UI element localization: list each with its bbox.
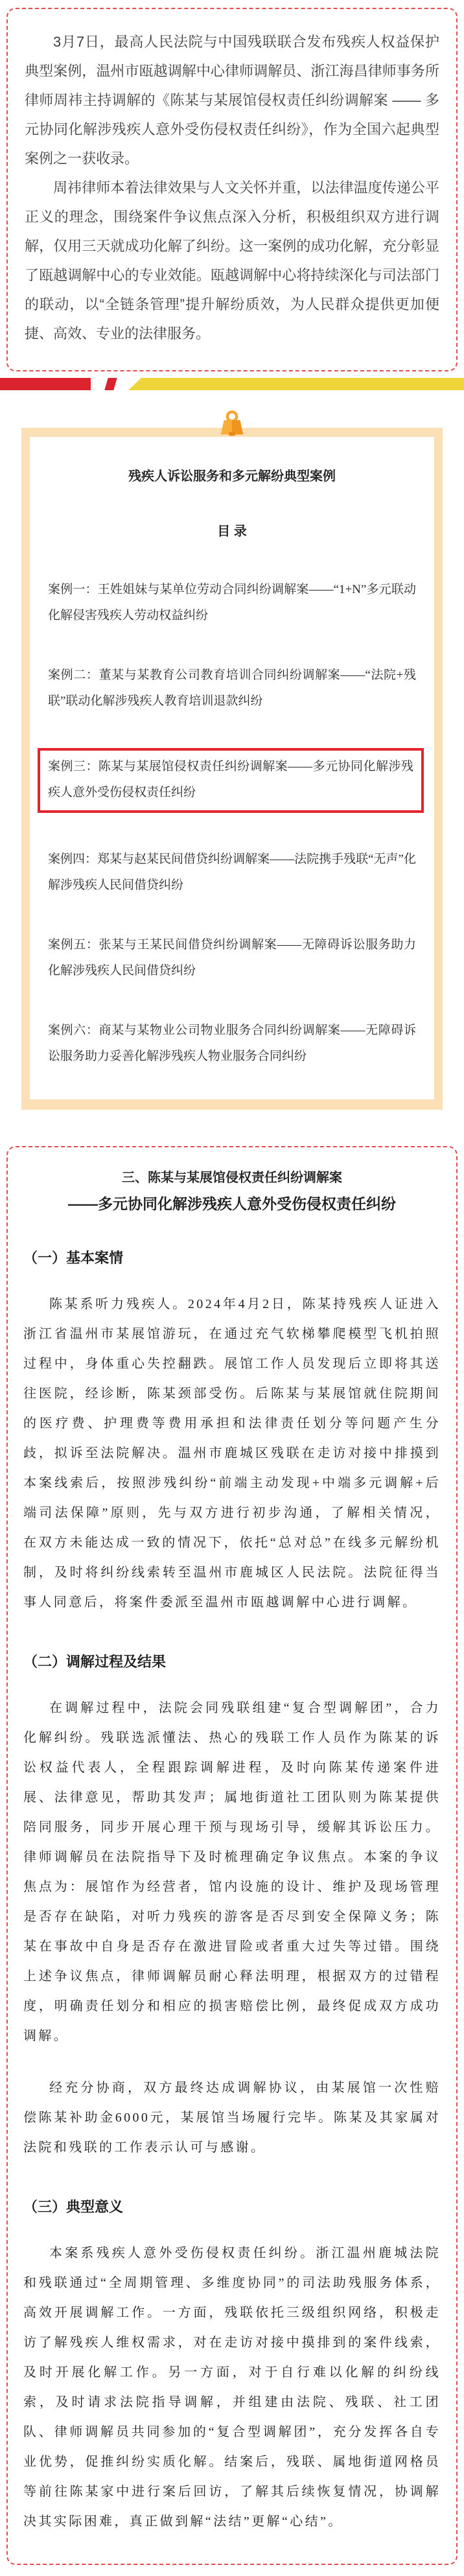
section-1-paragraph: 陈某系听力残疾人。2024年4月2日，陈某持残疾人证进入浙江省温州市某展馆游玩，在通过充气软梯攀爬模型飞机拍照过程中，身体重心失控翻跌。展馆工作人员发现后立即将其送往医院，经诊断，陈某颈部受伤。后陈某与某展馆就住院期间的医疗费、护理费等费用承担和法律责任划分等问题产生分歧，拟诉至法院解决。温州市鹿城区残联在走访对接中排摸到本案线索后，按照涉残纠纷“前端主动发现+中端多元调解+后端司法保障”原则，先与双方进行初步沟通，了解相关情况，在双方未能达成一致的情况下，依托“总对总”在线多元解纷机制，及时将纠纷线索转至温州市鹿城区人民法院。法院征得当事人同意后，将案件委派至温州市瓯越调解中心进行调解。 [23, 1297, 441, 1610]
toc-title: 残疾人诉讼服务和多元解纷典型案例 [128, 469, 336, 484]
section-2-paragraph: 经充分协商，双方最终达成调解协议，由某展馆一次性赔偿陈某补助金6000元，某展馆当场履行完毕。陈某及其家属对法院和残联的工作表示认可与感谢。 [23, 2081, 441, 2155]
section-heading-1: （一）基本案情 [23, 1250, 124, 1266]
toc-menu-label: 目 录 [217, 524, 247, 539]
article-title-line1: 三、陈某与某展馆侵权责任纠纷调解案 [122, 1171, 342, 1185]
article-dashed-box [6, 1146, 458, 2565]
binder-clip-icon [217, 410, 247, 438]
toc-case-2: 案例二：董某与某教育公司教育培训合同纠纷调解案——“法院+残联”联动化解涉残疾人教育培训退款纠纷 [48, 668, 416, 708]
section-divider [0, 378, 464, 390]
toc-card [21, 428, 443, 1110]
toc-case-5: 案例五：张某与王某民间借贷纠纷调解案——无障碍诉讼服务助力化解涉残疾人民间借贷纠纷 [48, 938, 416, 978]
toc-case-1: 案例一：王姓姐妹与某单位劳动合同纠纷调解案——“1+N”多元联动化解侵害残疾人劳动权益纠纷 [48, 583, 416, 622]
toc-case-6: 案例六：商某与某物业公司物业服务合同纠纷调解案——无障碍诉讼服务助力妥善化解涉残疾人物业服务合同纠纷 [48, 1024, 416, 1063]
divider-yellow-bar [128, 378, 464, 390]
toc-case-3-highlighted: 案例三：陈某与某展馆侵权责任纠纷调解案——多元协同化解涉残疾人意外受伤侵权责任纠纷 [38, 748, 424, 813]
intro-paragraph: 周祎律师本着法律效果与人文关怀并重，以法律温度传递公平正义的理念，围绕案件争议焦点深入分析，积极组织双方进行调解，仅用三天就成功化解了纠纷。这一案例的成功化解，充分彰显了瓯越调解中心的专业效能。瓯越调解中心将持续深化与司法部门的联动，以“全链条管理”提升解纷质效，为人民群众提供更加便捷、高效、专业的法律服务。 [25, 180, 439, 342]
toc-orange-frame [21, 428, 443, 1110]
section-2-paragraph: 在调解过程中，法院会同残联组建“复合型调解团”，合力化解纠纷。残联选派懂法、热心的残联工作人员作为陈某的诉讼权益代表人，全程跟踪调解进程，及时向陈某传递案件进展、法律意见，帮助其发声；属地街道社工团队则为陈某提供陪同服务，同步开展心理干预与现场引导，缓解其诉讼压力。律师调解员在法院指导下及时梳理确定争议焦点。本案的争议焦点为：展馆作为经营者，馆内设施的设计、维护及现场管理是否存在缺陷，对听力残疾的游客是否尽到安全保障义务；陈某在事故中自身是否存在激进冒险或者重大过失等过错。围绕上述争议焦点，律师调解员耐心释法明理，根据双方的过错程度，明确责任划分和相应的损害赔偿比例，最终促成双方成功调解。 [23, 1701, 441, 2043]
section-heading-3: （三）典型意义 [23, 2199, 124, 2215]
intro-dashed-box [6, 8, 458, 371]
toc-inner-panel [30, 437, 434, 1099]
section-heading-2: （二）调解过程及结果 [23, 1654, 167, 1670]
divider-red-bar [0, 378, 91, 390]
section-3-paragraph: 本案系残疾人意外受伤侵权责任纠纷。浙江温州鹿城法院和残联通过“全周期管理、多维度协同”的司法助残服务体系，高效开展调解工作。一方面，残联依托三级组织网络，积极走访了解残疾人维权需求，对在走访对接中摸排到的案件线索，及时开展化解工作。另一方面，对于自行难以化解的纠纷线索，及时请求法院指导调解，并组建由法院、残联、社工团队、律师调解员共同参加的“复合型调解团”，充分发挥各自专业优势，促推纠纷实质化解。结案后，残联、属地街道网格员等前往陈某家中进行案后回访，了解其后续恢复情况，协调解决其实际困难，真正做到解“法结”更解“心结”。 [23, 2246, 441, 2529]
article-title-line2: ——多元协同化解涉残疾人意外受伤侵权责任纠纷 [68, 1195, 396, 1212]
toc-case-4: 案例四：郑某与赵某民间借贷纠纷调解案——法院携手残联“无声”化解涉残疾人民间借贷纠纷 [48, 852, 416, 892]
toc-faint-ghost-text [48, 452, 416, 462]
divider-red-slant [104, 378, 117, 390]
intro-paragraph: 3月7日，最高人民法院与中国残联联合发布残疾人权益保护典型案例，温州市瓯越调解中心律师调解员、浙江海昌律师事务所律师周祎主持调解的《陈某与某展馆侵权责任纠纷调解案 —— 多元协同化解涉残疾人意外受伤侵权责任纠纷》，作为全国六起典型案例之一获收录。 [25, 34, 439, 167]
